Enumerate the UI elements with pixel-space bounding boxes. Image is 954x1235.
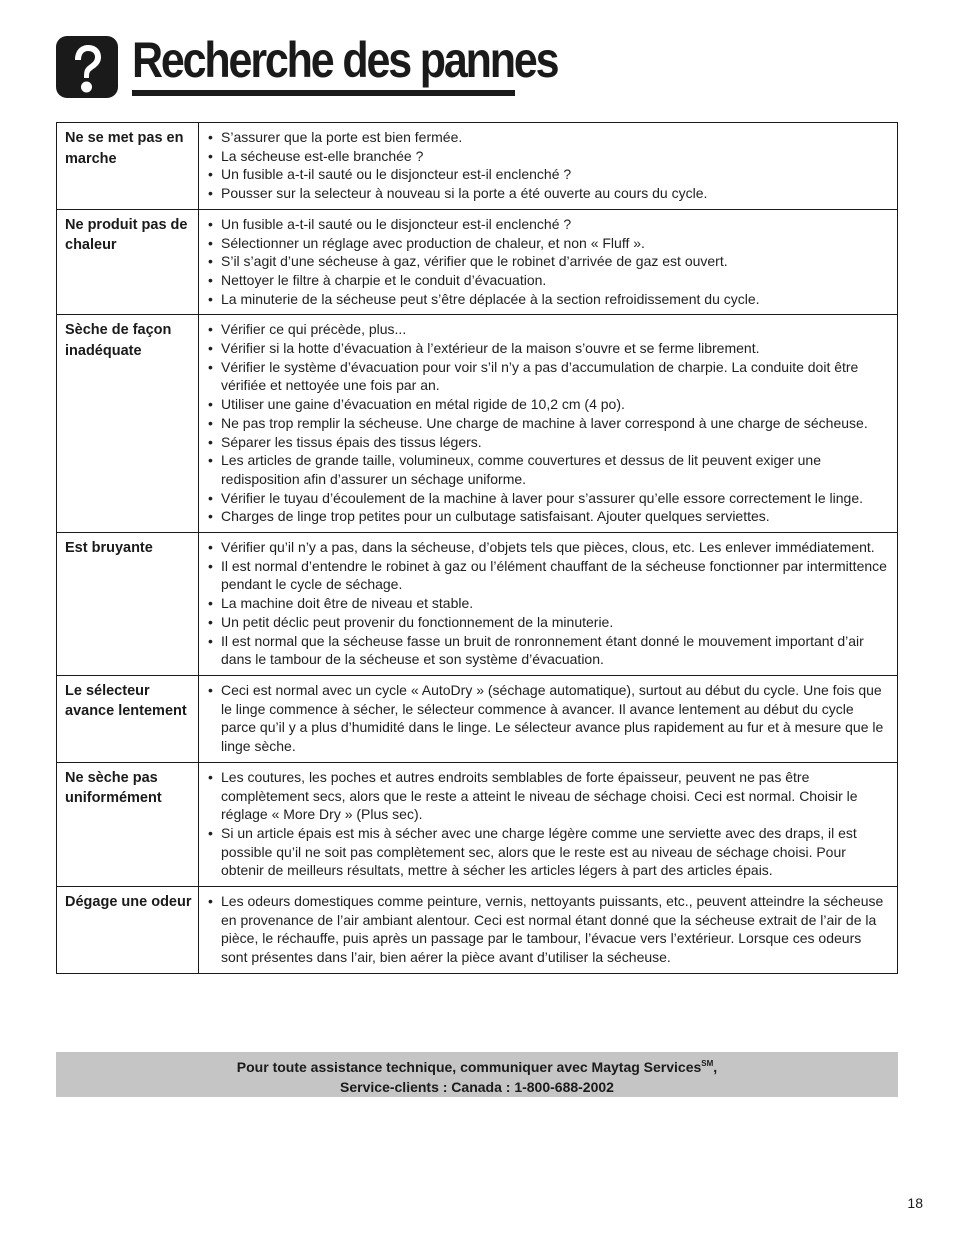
assistance-line-1: Pour toute assistance technique, communiquer avec Maytag Services℠, [236, 1059, 718, 1075]
problem-label: Sèche de façon inadéquate [57, 315, 199, 533]
page-title: Recherche des pannes [132, 32, 558, 88]
list-item: • Ceci est normal avec un cycle « AutoDry » (séchage automatique), surtout au début du cycle. Une fois que le linge commence à sécher, le sélecteur commence à avancer. Il avance lentement au début du cycle parce qu’il y a plus d’humidité dans le linge. Le sélecteur avance plus rapidement au fur et à mesure que le linge sèche. [207, 681, 889, 756]
list-item: • Si un article épais est mis à sécher avec une charge légère comme une serviette avec des draps, il est possible qu’il ne soit pas complètement sec, alors que le reste est au niveau de séchage choisi. Pour obtenir de meilleurs résultats, mettre à sécher les articles légers à part des articles épais. [207, 824, 889, 880]
list-item: • Les odeurs domestiques comme peinture, vernis, nettoyants puissants, etc., peuvent atteindre la sécheuse en provenance de l’air ambiant alentour. Ceci est normal étant donné que la sécheuse extrait de l’air de la pièce, le réchauffe, puis après un passage par le tambour, l’évacue vers l’extérieur. Lorsque ces odeurs sont présentes dans l’air, bien aérer la pièce avant d’utiliser la sécheuse. [207, 892, 889, 967]
problem-label: Ne sèche pas uniformément [57, 762, 199, 886]
table-row [57, 887, 898, 974]
list-item: • Pousser sur la selecteur à nouveau si la porte a été ouverte au cours du cycle. [207, 184, 889, 203]
problem-label: Ne se met pas en marche [57, 123, 199, 210]
list-item: • Sélectionner un réglage avec production de chaleur, et non « Fluff ». [207, 234, 889, 253]
list-item: • La sécheuse est-elle branchée ? [207, 147, 889, 166]
problem-label: Le sélecteur avance lentement [57, 675, 199, 762]
list-item: • Un petit déclic peut provenir du fonctionnement de la minuterie. [207, 613, 889, 632]
list-item: • Il est normal d’entendre le robinet à gaz ou l’élément chauffant de la sécheuse fonctionner par intermittence pendant le cycle de séchage. [207, 557, 889, 594]
assistance-banner [56, 1052, 898, 1097]
assistance-line-2: Service-clients : Canada : 1-800-688-2002 [340, 1079, 614, 1095]
table-row [57, 675, 898, 762]
problem-label: Dégage une odeur [57, 887, 199, 974]
list-item: • Il est normal que la sécheuse fasse un bruit de ronronnement étant donné le mouvement important d’air dans le tambour de la sécheuse et son système d’évacuation. [207, 632, 889, 669]
solution-list [207, 215, 889, 309]
troubleshooting-table [56, 122, 898, 974]
solution-list [207, 768, 889, 880]
question-mark-icon [56, 36, 118, 98]
list-item: • Ne pas trop remplir la sécheuse. Une charge de machine à laver correspond à une charge de sécheuse. [207, 414, 889, 433]
list-item: • Vérifier le système d’évacuation pour voir s’il n’y a pas d’accumulation de charpie. La conduite doit être vérifiée et nettoyée une fois par an. [207, 358, 889, 395]
table-row [57, 762, 898, 886]
list-item: • Vérifier si la hotte d’évacuation à l’extérieur de la maison s’ouvre et se ferme librement. [207, 339, 889, 358]
problem-label: Ne produit pas de chaleur [57, 209, 199, 315]
list-item: • S’assurer que la porte est bien fermée. [207, 128, 889, 147]
service-mark: SM [701, 1059, 714, 1068]
solutions-cell [199, 675, 898, 762]
solutions-cell [199, 315, 898, 533]
title-underline [132, 90, 515, 96]
list-item: • Séparer les tissus épais des tissus légers. [207, 433, 889, 452]
list-item: • La minuterie de la sécheuse peut s’être déplacée à la section refroidissement du cycle. [207, 290, 889, 309]
list-item: • S’il s’agit d’une sécheuse à gaz, vérifier que le robinet d’arrivée de gaz est ouvert. [207, 252, 889, 271]
solution-list [207, 320, 889, 526]
list-item: • Un fusible a-t-il sauté ou le disjoncteur est-il enclenché ? [207, 165, 889, 184]
solutions-cell [199, 533, 898, 676]
table-row [57, 209, 898, 315]
list-item: • La machine doit être de niveau et stable. [207, 594, 889, 613]
list-item: • Nettoyer le filtre à charpie et le conduit d’évacuation. [207, 271, 889, 290]
page-number: 18 [907, 1195, 923, 1211]
solution-list [207, 128, 889, 203]
solutions-cell [199, 887, 898, 974]
list-item: • Charges de linge trop petites pour un culbutage satisfaisant. Ajouter quelques serviettes. [207, 507, 889, 526]
solutions-cell [199, 762, 898, 886]
list-item: • Les articles de grande taille, volumineux, comme couvertures et dessus de lit peuvent exiger une redisposition afin d’assurer un séchage uniforme. [207, 451, 889, 488]
solutions-cell [199, 209, 898, 315]
table-row [57, 533, 898, 676]
problem-label: Est bruyante [57, 533, 199, 676]
list-item: • Vérifier le tuyau d’écoulement de la machine à laver pour s’assurer qu’elle essore correctement le linge. [207, 489, 889, 508]
table-row [57, 123, 898, 210]
table-row [57, 315, 898, 533]
solutions-cell [199, 123, 898, 210]
solution-list [207, 892, 889, 967]
list-item: • Les coutures, les poches et autres endroits semblables de forte épaisseur, peuvent ne pas être complètement secs, alors que le reste a atteint le niveau de séchage choisi. Ceci est normal. Choisir le réglage « More Dry » (Plus sec). [207, 768, 889, 824]
list-item: • Utiliser une gaine d’évacuation en métal rigide de 10,2 cm (4 po). [207, 395, 889, 414]
solution-list [207, 681, 889, 756]
list-item: • Vérifier ce qui précède, plus... [207, 320, 889, 339]
solution-list [207, 538, 889, 669]
list-item: • Vérifier qu’il n’y a pas, dans la sécheuse, d’objets tels que pièces, clous, etc. Les enlever immédiatement. [207, 538, 889, 557]
list-item: • Un fusible a-t-il sauté ou le disjoncteur est-il enclenché ? [207, 215, 889, 234]
